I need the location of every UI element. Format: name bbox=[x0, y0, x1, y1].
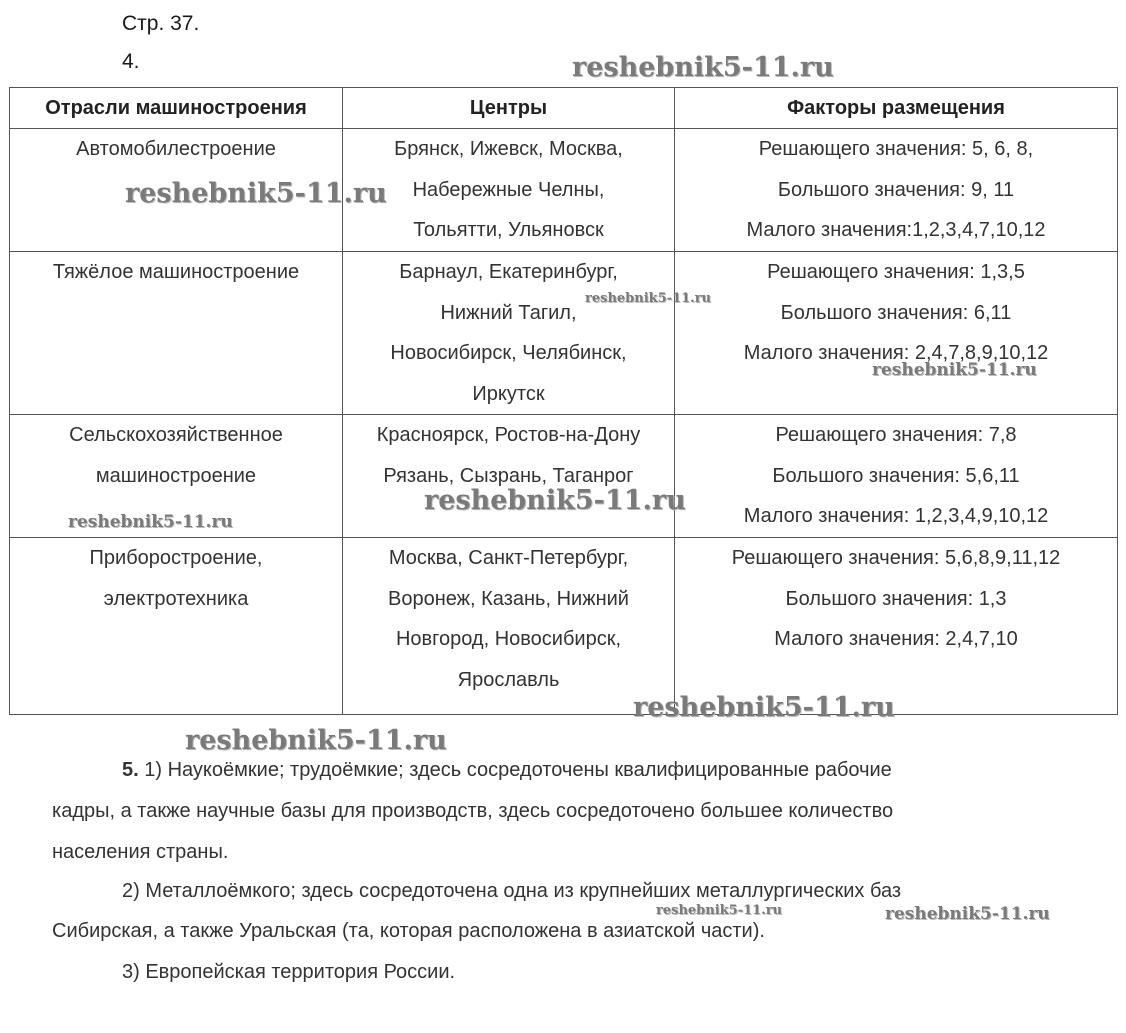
table-header-row bbox=[10, 88, 1118, 129]
task-5-line-2: кадры, а также научные базы для производств, здесь сосредоточено большее количество bbox=[52, 800, 894, 822]
industry-cell: Автомобилестроение bbox=[10, 129, 343, 252]
watermark: reshebnik5-11.ru bbox=[885, 904, 1050, 924]
watermark: reshebnik5-11.ru bbox=[125, 178, 387, 209]
watermark: reshebnik5-11.ru bbox=[585, 291, 712, 306]
centers-cell: Красноярск, Ростов-на-Дону Рязань, Сызрань, Таганрог bbox=[343, 415, 675, 538]
task-5-answer-3: 3) Европейская территория России. bbox=[122, 961, 456, 983]
task-5-line-1: 5. 1) Наукоёмкие; трудоёмкие; здесь сосредоточены квалифицированные рабочие bbox=[122, 759, 892, 781]
task-5-number: 5. bbox=[122, 759, 139, 781]
factors-cell: Решающего значения: 5,6,8,9,11,12 Большого значения: 1,3 Малого значения: 2,4,7,10 bbox=[675, 538, 1118, 715]
centers-cell: Москва, Санкт-Петербург, Воронеж, Казань, Нижний Новгород, Новосибирск, Ярославль bbox=[343, 538, 675, 715]
watermark: reshebnik5-11.ru bbox=[185, 725, 447, 756]
table-row bbox=[10, 252, 1118, 415]
header-factors: Факторы размещения bbox=[675, 88, 1118, 129]
industry-cell: Приборостроение, электротехника bbox=[10, 538, 343, 715]
factors-cell: Решающего значения: 5, 6, 8, Большого значения: 9, 11 Малого значения:1,2,3,4,7,10,12 bbox=[675, 129, 1118, 252]
centers-cell: Брянск, Ижевск, Москва, Набережные Челны, Тольятти, Ульяновск bbox=[343, 129, 675, 252]
task-5-answer-2-line-2: Сибирская, а также Уральская (та, которая расположена в азиатской части). bbox=[52, 920, 765, 942]
table-row bbox=[10, 538, 1118, 715]
task-5-answer-2-line-1: 2) Металлоёмкого; здесь сосредоточена одна из крупнейших металлургических баз bbox=[122, 880, 902, 902]
watermark: reshebnik5-11.ru bbox=[633, 692, 895, 723]
industry-cell: Тяжёлое машиностроение bbox=[10, 252, 343, 415]
watermark: reshebnik5-11.ru bbox=[656, 903, 783, 918]
header-industry: Отрасли машиностроения bbox=[10, 88, 343, 129]
factors-cell: Решающего значения: 1,3,5 Большого значения: 6,11 Малого значения: 2,4,7,8,9,10,12 bbox=[675, 252, 1118, 415]
centers-cell: Барнаул, Екатеринбург, Нижний Тагил, Новосибирск, Челябинск, Иркутск bbox=[343, 252, 675, 415]
watermark: reshebnik5-11.ru bbox=[68, 512, 233, 532]
industry-cell: Сельскохозяйственное машиностроение bbox=[10, 415, 343, 538]
watermark: reshebnik5-11.ru bbox=[572, 52, 834, 83]
watermark: reshebnik5-11.ru bbox=[872, 360, 1037, 380]
page-label: Стр. 37. bbox=[122, 12, 200, 35]
task-4-number: 4. bbox=[122, 50, 140, 73]
task-5-line-3: населения страны. bbox=[52, 841, 229, 863]
watermark: reshebnik5-11.ru bbox=[424, 485, 686, 516]
factors-cell: Решающего значения: 7,8 Большого значения: 5,6,11 Малого значения: 1,2,3,4,9,10,12 bbox=[675, 415, 1118, 538]
header-centers: Центры bbox=[343, 88, 675, 129]
